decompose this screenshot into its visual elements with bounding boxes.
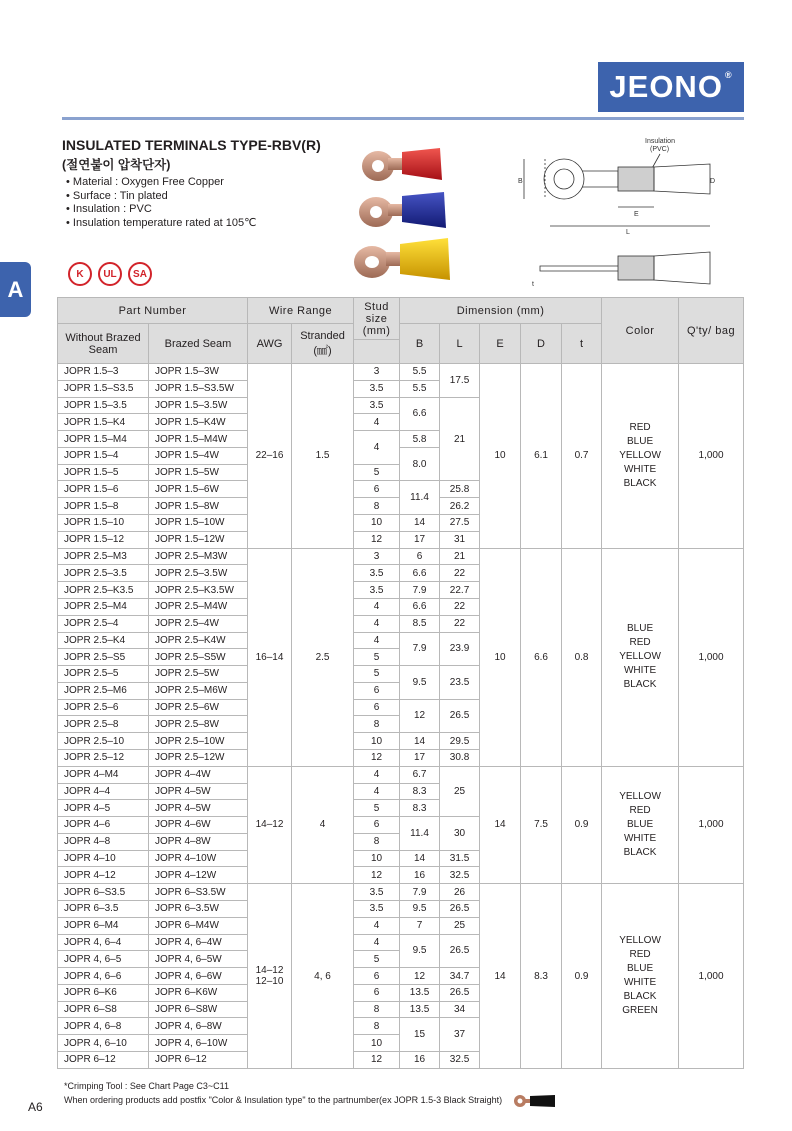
dim-b-cell: 11.4 [400,817,440,851]
brazed-part-cell: JOPR 1.5–4W [149,447,248,464]
stud-size-cell: 5 [354,666,400,683]
header-stranded: Stranded (㎟) [292,324,354,364]
dim-b-cell: 14 [400,515,440,532]
qty-cell: 1,000 [679,766,744,883]
dim-t-cell: 0.8 [562,548,602,766]
stud-size-cell: 4 [354,783,400,800]
stud-size-cell: 4 [354,615,400,632]
color-option: BLUE [626,435,654,447]
brazed-part-cell: JOPR 6–K6W [149,984,248,1001]
part-number-cell: JOPR 1.5–5 [58,464,149,481]
stud-size-cell: 4 [354,431,400,465]
part-number-cell: JOPR 1.5–3.5 [58,397,149,414]
color-option: YELLOW [619,651,661,663]
dim-b-cell: 14 [400,733,440,750]
header-qty: Q'ty/ bag [679,298,744,364]
stud-size-cell: 4 [354,917,400,934]
header-part-number: Part Number [58,298,248,324]
part-number-cell: JOPR 2.5–3.5 [58,565,149,582]
insulation-sub: (PVC) [650,146,670,153]
dim-b-cell: 8.3 [400,800,440,817]
spec-surface: • Surface : Tin plated [66,190,257,204]
dim-d-cell: 8.3 [521,884,562,1069]
table-row [58,548,744,565]
dim-d-cell: 7.5 [521,766,562,883]
part-number-cell: JOPR 1.5–4 [58,447,149,464]
header-without-brazed: Without Brazed Seam [58,324,149,364]
stud-size-cell: 4 [354,632,400,649]
dim-b-cell: 7.9 [400,884,440,901]
part-number-cell: JOPR 4, 6–10 [58,1035,149,1052]
part-number-cell: JOPR 2.5–5 [58,666,149,683]
brazed-part-cell: JOPR 4, 6–8W [149,1018,248,1035]
qty-cell: 1,000 [679,548,744,766]
dim-b-cell: 9.5 [400,666,440,700]
brazed-part-cell: JOPR 6–S8W [149,1001,248,1018]
dim-t-cell: 0.9 [562,766,602,883]
dim-l-cell: 22 [440,598,480,615]
dim-e-cell: 10 [480,548,521,766]
stud-size-cell: 5 [354,464,400,481]
dim-l-cell: 17.5 [440,364,480,398]
part-number-cell: JOPR 2.5–K3.5 [58,582,149,599]
awg-cell: 22–16 [248,364,292,549]
table-row [58,364,744,381]
stud-size-cell: 4 [354,766,400,783]
dim-l-cell: 26.5 [440,699,480,733]
dim-l-cell: 23.9 [440,632,480,666]
spec-temperature: • Insulation temperature rated at 105℃ [66,217,257,231]
stud-size-cell: 3.5 [354,380,400,397]
brazed-part-cell: JOPR 4, 6–5W [149,951,248,968]
dim-b-cell: 16 [400,1052,440,1069]
dim-l-cell: 26.2 [440,498,480,515]
brazed-part-cell: JOPR 2.5–4W [149,615,248,632]
color-option: BLUE [626,963,654,975]
brand-logo [598,62,744,112]
dim-d-cell: 6.1 [521,364,562,549]
part-number-cell: JOPR 4–12 [58,867,149,884]
color-option: BLUE [626,623,654,635]
dim-b-cell: 7.9 [400,632,440,666]
part-number-cell: JOPR 2.5–K4 [58,632,149,649]
dim-b-cell: 8.5 [400,615,440,632]
stud-size-cell: 8 [354,716,400,733]
brazed-part-cell: JOPR 4, 6–10W [149,1035,248,1052]
dim-b-label: B [518,178,523,185]
brand-name: JEONO [609,69,723,104]
dim-l-cell: 25 [440,766,480,816]
part-number-cell: JOPR 2.5–10 [58,733,149,750]
part-number-cell: JOPR 1.5–12 [58,531,149,548]
dim-l-label: L [626,229,630,236]
dim-t-cell: 0.9 [562,884,602,1069]
header-wire-range: Wire Range [248,298,354,324]
stud-size-cell: 12 [354,749,400,766]
section-tab[interactable]: A [0,262,31,317]
dim-l-cell: 37 [440,1018,480,1052]
header-dimension: Dimension (mm) [400,298,602,324]
color-option: GREEN [622,1005,658,1017]
blue-terminal-icon [359,192,446,228]
part-number-cell: JOPR 2.5–8 [58,716,149,733]
brazed-part-cell: JOPR 2.5–K4W [149,632,248,649]
dim-b-cell: 13.5 [400,1001,440,1018]
part-number-cell: JOPR 2.5–M4 [58,598,149,615]
stranded-cell: 1.5 [292,364,354,549]
stud-size-cell: 3 [354,548,400,565]
dim-b-cell: 7.9 [400,582,440,599]
dim-l-cell: 21 [440,548,480,565]
part-number-cell: JOPR 6–M4 [58,917,149,934]
color-option: RED [629,421,651,433]
stud-size-cell: 6 [354,984,400,1001]
color-options-cell [602,364,679,549]
dim-b-cell: 17 [400,749,440,766]
dim-l-cell: 31.5 [440,850,480,867]
color-option: WHITE [623,977,657,989]
header-e: E [480,324,521,364]
header-d: D [521,324,562,364]
color-option: WHITE [623,463,657,475]
brazed-part-cell: JOPR 2.5–M3W [149,548,248,565]
stranded-cell: 4 [292,766,354,883]
crimping-tool-note: *Crimping Tool : See Chart Page C3~C11 [64,1081,230,1091]
header-color: Color [602,298,679,364]
dim-l-cell: 26.5 [440,934,480,968]
brazed-part-cell: JOPR 2.5–M6W [149,682,248,699]
color-option: BLACK [623,991,657,1003]
table-row [58,884,744,901]
dim-b-cell: 8.3 [400,783,440,800]
part-number-cell: JOPR 6–12 [58,1052,149,1069]
brazed-part-cell: JOPR 4–6W [149,817,248,834]
dim-b-cell: 5.5 [400,380,440,397]
stud-size-cell: 4 [354,598,400,615]
terminal-drawing [510,134,740,299]
color-option: YELLOW [619,790,661,802]
brazed-part-cell: JOPR 6–M4W [149,917,248,934]
part-number-cell: JOPR 4–M4 [58,766,149,783]
dim-l-cell: 34.7 [440,968,480,985]
color-option: BLACK [623,477,657,489]
part-number-cell: JOPR 4–8 [58,833,149,850]
dim-e-cell: 10 [480,364,521,549]
color-option: RED [629,949,651,961]
spec-insulation: • Insulation : PVC [66,203,257,217]
brazed-part-cell: JOPR 2.5–8W [149,716,248,733]
dim-e-cell: 14 [480,884,521,1069]
stud-size-cell: 5 [354,800,400,817]
header-awg: AWG [248,324,292,364]
color-option: BLUE [626,818,654,830]
spec-material: • Material : Oxygen Free Copper [66,176,257,190]
stud-size-cell: 4 [354,934,400,951]
dim-e-cell: 14 [480,766,521,883]
footnotes [64,1079,557,1108]
dim-b-cell: 14 [400,850,440,867]
brazed-part-cell: JOPR 1.5–K4W [149,414,248,431]
part-number-cell: JOPR 2.5–M3 [58,548,149,565]
dim-b-cell: 6.7 [400,766,440,783]
table-body [58,364,744,1069]
brazed-part-cell: JOPR 2.5–K3.5W [149,582,248,599]
part-number-cell: JOPR 4–10 [58,850,149,867]
yellow-terminal-icon [354,238,450,280]
part-number-cell: JOPR 2.5–4 [58,615,149,632]
specification-table [57,297,744,1069]
dim-l-cell: 31 [440,531,480,548]
part-number-cell: JOPR 1.5–S3.5 [58,380,149,397]
spec-list [66,176,257,230]
dim-b-cell: 6 [400,548,440,565]
brazed-part-cell: JOPR 1.5–S3.5W [149,380,248,397]
stud-size-cell: 10 [354,1035,400,1052]
dim-b-cell: 9.5 [400,934,440,968]
stud-size-cell: 3.5 [354,397,400,414]
dim-b-cell: 17 [400,531,440,548]
dim-b-cell: 15 [400,1018,440,1052]
part-number-cell: JOPR 6–K6 [58,984,149,1001]
brazed-part-cell: JOPR 4–8W [149,833,248,850]
header-brazed-seam: Brazed Seam [149,324,248,364]
stud-size-cell: 6 [354,968,400,985]
part-number-cell: JOPR 1.5–6 [58,481,149,498]
dim-d-cell: 6.6 [521,548,562,766]
insulation-label: Insulation [645,138,675,145]
color-option: RED [629,637,651,649]
color-option: RED [629,804,651,816]
brazed-part-cell: JOPR 4, 6–4W [149,934,248,951]
part-number-cell: JOPR 4, 6–5 [58,951,149,968]
stranded-cell: 4, 6 [292,884,354,1069]
stud-size-cell: 12 [354,867,400,884]
header-l: L [440,324,480,364]
stud-size-cell: 5 [354,951,400,968]
header-stud-size: Stud size (mm) [354,298,400,340]
color-option: YELLOW [619,935,661,947]
dim-b-cell: 5.5 [400,364,440,381]
part-number-cell: JOPR 1.5–3 [58,364,149,381]
dim-l-cell: 27.5 [440,515,480,532]
part-number-cell: JOPR 2.5–12 [58,749,149,766]
stud-size-cell: 3.5 [354,565,400,582]
table-row [58,766,744,783]
stud-size-cell: 8 [354,833,400,850]
stud-size-cell: 12 [354,1052,400,1069]
color-option: BLACK [623,679,657,691]
color-option: YELLOW [619,449,661,461]
registered-mark: ® [724,70,733,80]
dim-l-cell: 29.5 [440,733,480,750]
brazed-part-cell: JOPR 6–3.5W [149,901,248,918]
stud-size-cell: 6 [354,699,400,716]
part-number-cell: JOPR 2.5–S5 [58,649,149,666]
stud-size-cell: 5 [354,649,400,666]
brazed-part-cell: JOPR 2.5–S5W [149,649,248,666]
stud-size-cell: 8 [354,1018,400,1035]
qty-cell: 1,000 [679,364,744,549]
header-rule [62,117,744,120]
dim-l-cell: 25.8 [440,481,480,498]
brazed-part-cell: JOPR 1.5–12W [149,531,248,548]
dim-b-cell: 5.8 [400,431,440,448]
dim-l-cell: 30.8 [440,749,480,766]
part-number-cell: JOPR 2.5–M6 [58,682,149,699]
brazed-part-cell: JOPR 4–5W [149,783,248,800]
product-subtitle: (절연붙이 압착단자) [62,158,171,172]
brazed-part-cell: JOPR 2.5–3.5W [149,565,248,582]
stud-size-cell: 10 [354,733,400,750]
ordering-note: When ordering products add postfix "Color & Insulation type" to the partnumber(ex JOPR 1.5-3 Black Straight) [64,1095,503,1105]
stud-size-cell: 3.5 [354,901,400,918]
brazed-part-cell: JOPR 2.5–5W [149,666,248,683]
stud-size-cell: 6 [354,817,400,834]
awg-cell: 14–12 [248,766,292,883]
part-number-cell: JOPR 6–S8 [58,1001,149,1018]
part-number-cell: JOPR 4–4 [58,783,149,800]
dim-b-cell: 6.6 [400,598,440,615]
part-number-cell: JOPR 1.5–M4 [58,431,149,448]
dim-l-cell: 22 [440,615,480,632]
part-number-cell: JOPR 4, 6–6 [58,968,149,985]
header-b: B [400,324,440,364]
dim-b-cell: 6.6 [400,565,440,582]
part-number-cell: JOPR 6–S3.5 [58,884,149,901]
brazed-part-cell: JOPR 4–10W [149,850,248,867]
dim-l-cell: 22.7 [440,582,480,599]
product-title: INSULATED TERMINALS TYPE-RBV(R) [62,137,321,153]
stud-size-cell: 8 [354,498,400,515]
terminals-photo [340,140,470,290]
brazed-part-cell: JOPR 1.5–5W [149,464,248,481]
dim-b-cell: 8.0 [400,447,440,481]
stranded-cell: 2.5 [292,548,354,766]
dim-l-cell: 34 [440,1001,480,1018]
stud-size-cell: 6 [354,481,400,498]
color-option: WHITE [623,832,657,844]
awg-cell: 16–14 [248,548,292,766]
part-number-cell: JOPR 1.5–8 [58,498,149,515]
part-number-cell: JOPR 1.5–K4 [58,414,149,431]
dim-l-cell: 23.5 [440,666,480,700]
brazed-part-cell: JOPR 4–4W [149,766,248,783]
color-option: WHITE [623,665,657,677]
dim-b-cell: 16 [400,867,440,884]
stud-size-cell: 3.5 [354,582,400,599]
awg-cell: 14–12 12–10 [248,884,292,1069]
stud-size-cell: 8 [354,1001,400,1018]
dim-t-cell: 0.7 [562,364,602,549]
part-number-cell: JOPR 4, 6–4 [58,934,149,951]
brazed-part-cell: JOPR 1.5–3.5W [149,397,248,414]
dim-b-cell: 9.5 [400,901,440,918]
part-number-cell: JOPR 4–6 [58,817,149,834]
dim-b-cell: 11.4 [400,481,440,515]
certification-marks [68,262,152,286]
brazed-part-cell: JOPR 1.5–10W [149,515,248,532]
brazed-part-cell: JOPR 4–12W [149,867,248,884]
dim-l-cell: 30 [440,817,480,851]
stud-size-cell: 10 [354,515,400,532]
header-stud-size-spacer [354,340,400,364]
dim-b-cell: 7 [400,917,440,934]
dim-l-cell: 32.5 [440,1052,480,1069]
stud-size-cell: 3 [354,364,400,381]
part-number-cell: JOPR 2.5–6 [58,699,149,716]
brazed-part-cell: JOPR 2.5–6W [149,699,248,716]
brazed-part-cell: JOPR 1.5–6W [149,481,248,498]
qty-cell: 1,000 [679,884,744,1069]
dim-l-cell: 21 [440,397,480,481]
brazed-part-cell: JOPR 6–12 [149,1052,248,1069]
color-options-cell [602,766,679,883]
brazed-part-cell: JOPR 2.5–10W [149,733,248,750]
brazed-part-cell: JOPR 1.5–M4W [149,431,248,448]
brazed-part-cell: JOPR 1.5–3W [149,364,248,381]
color-options-cell [602,548,679,766]
page-number: A6 [28,1100,43,1114]
dim-b-cell: 12 [400,968,440,985]
dim-l-cell: 32.5 [440,867,480,884]
csa-mark-icon: SA [128,262,152,286]
red-terminal-icon [362,148,442,181]
dim-b-cell: 13.5 [400,984,440,1001]
part-number-cell: JOPR 1.5–10 [58,515,149,532]
header-t: t [562,324,602,364]
part-number-cell: JOPR 4, 6–8 [58,1018,149,1035]
color-option: BLACK [623,846,657,858]
dim-d-label: D [710,178,716,185]
dim-l-cell: 26.5 [440,984,480,1001]
part-number-cell: JOPR 4–5 [58,800,149,817]
brazed-part-cell: JOPR 4, 6–6W [149,968,248,985]
stud-size-cell: 6 [354,682,400,699]
stud-size-cell: 3.5 [354,884,400,901]
brazed-part-cell: JOPR 6–S3.5W [149,884,248,901]
stud-size-cell: 4 [354,414,400,431]
k-mark-icon: K [68,262,92,286]
part-number-cell: JOPR 6–3.5 [58,901,149,918]
dim-e-label: E [634,211,639,218]
dim-b-cell: 12 [400,699,440,733]
dim-t-label: t [532,281,534,288]
dim-b-cell: 6.6 [400,397,440,431]
brazed-part-cell: JOPR 4–5W [149,800,248,817]
black-terminal-icon [513,1094,557,1108]
brazed-part-cell: JOPR 1.5–8W [149,498,248,515]
stud-size-cell: 12 [354,531,400,548]
dim-l-cell: 26 [440,884,480,901]
stud-size-cell: 10 [354,850,400,867]
dim-l-cell: 25 [440,917,480,934]
color-options-cell [602,884,679,1069]
brazed-part-cell: JOPR 2.5–12W [149,749,248,766]
dim-l-cell: 26.5 [440,901,480,918]
dim-l-cell: 22 [440,565,480,582]
ul-mark-icon: UL [98,262,122,286]
brazed-part-cell: JOPR 2.5–M4W [149,598,248,615]
